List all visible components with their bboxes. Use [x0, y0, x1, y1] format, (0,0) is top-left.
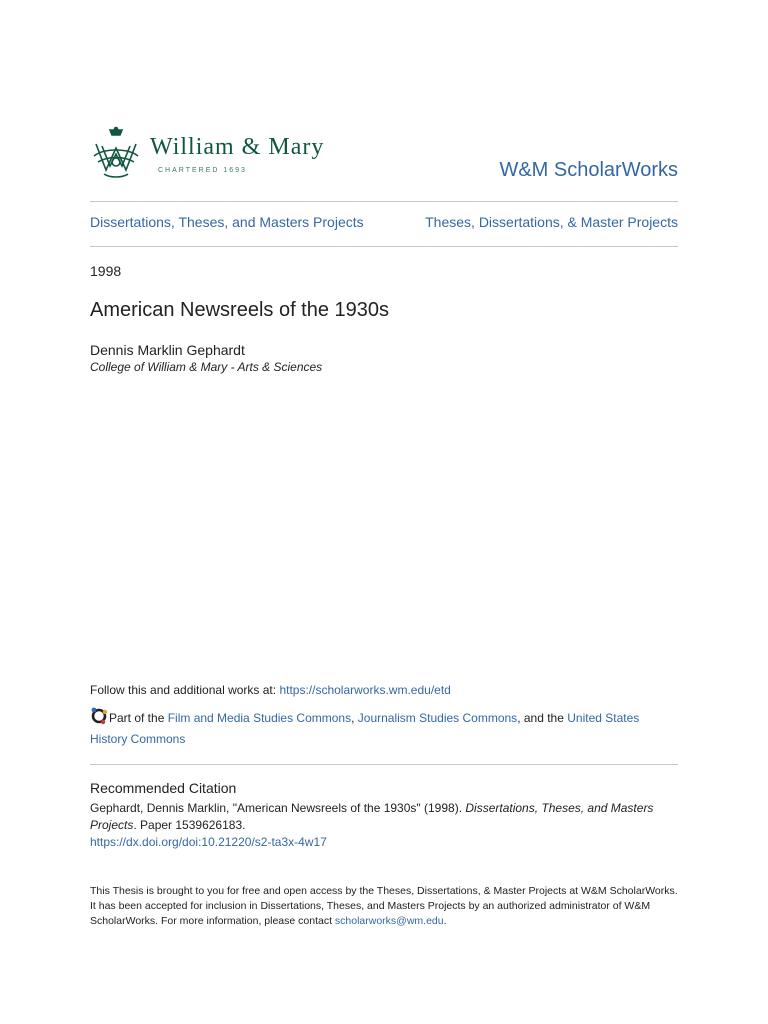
doi-link[interactable]: https://dx.doi.org/doi:10.21220/s2-ta3x-4w17	[90, 835, 327, 849]
publication-year: 1998	[90, 263, 122, 279]
follow-line	[90, 683, 451, 697]
wm-cypher-crest-icon	[90, 126, 142, 180]
contact-email-link[interactable]: scholarworks@wm.edu	[334, 915, 444, 927]
commons-network-icon	[90, 707, 108, 725]
citation-end: . Paper 1539626183.	[133, 818, 246, 832]
follow-prefix: Follow this and additional works at:	[90, 683, 280, 697]
divider-nav	[90, 246, 678, 247]
film-media-commons-link[interactable]: Film and Media Studies Commons	[167, 711, 352, 725]
scholarworks-link[interactable]: W&M ScholarWorks	[499, 159, 678, 181]
citation-plain: Gephardt, Dennis Marklin, "American Newsreels of the 1930s" (1998).	[90, 801, 466, 815]
part-of-sep2: , and the	[517, 711, 568, 725]
us-history-commons-link[interactable]: United States History Commons	[90, 711, 640, 746]
journalism-commons-link[interactable]: Journalism Studies Commons	[357, 711, 518, 725]
footer-text: This Thesis is brought to you for free and open access by the Theses, Dissertations, & Master Projects at W&M ScholarWorks. It has been accepted for inclusion in Dissertations, Theses, and Masters Projects by an authorized administrator of W&M ScholarWorks. For more information, please contact	[90, 885, 678, 927]
wm-wordmark: William & Mary	[150, 134, 325, 160]
part-of-prefix: Part of the	[109, 711, 168, 725]
author-name: Dennis Marklin Gephardt	[90, 342, 245, 358]
citation-italic: Dissertations, Theses, and Masters Projects	[90, 801, 654, 832]
divider-citation	[90, 764, 678, 765]
footer-end: .	[443, 915, 447, 927]
part-of-line	[90, 707, 678, 750]
collection-link-left[interactable]: Dissertations, Theses, and Masters Projects	[90, 214, 364, 230]
collection-link-right[interactable]: Theses, Dissertations, & Master Projects	[425, 214, 678, 230]
wm-logo[interactable]	[90, 126, 370, 184]
citation-text	[90, 800, 680, 834]
document-title: American Newsreels of the 1930s	[90, 299, 390, 321]
page-header	[90, 126, 678, 184]
divider-top	[90, 201, 678, 202]
author-affiliation: College of William & Mary - Arts & Sciences	[90, 360, 323, 374]
access-footer	[90, 884, 680, 929]
follow-url-link[interactable]: https://scholarworks.wm.edu/etd	[279, 683, 451, 697]
part-of-sep1: ,	[351, 711, 358, 725]
chartered-text: CHARTERED 1693	[158, 167, 247, 174]
citation-heading: Recommended Citation	[90, 780, 237, 796]
